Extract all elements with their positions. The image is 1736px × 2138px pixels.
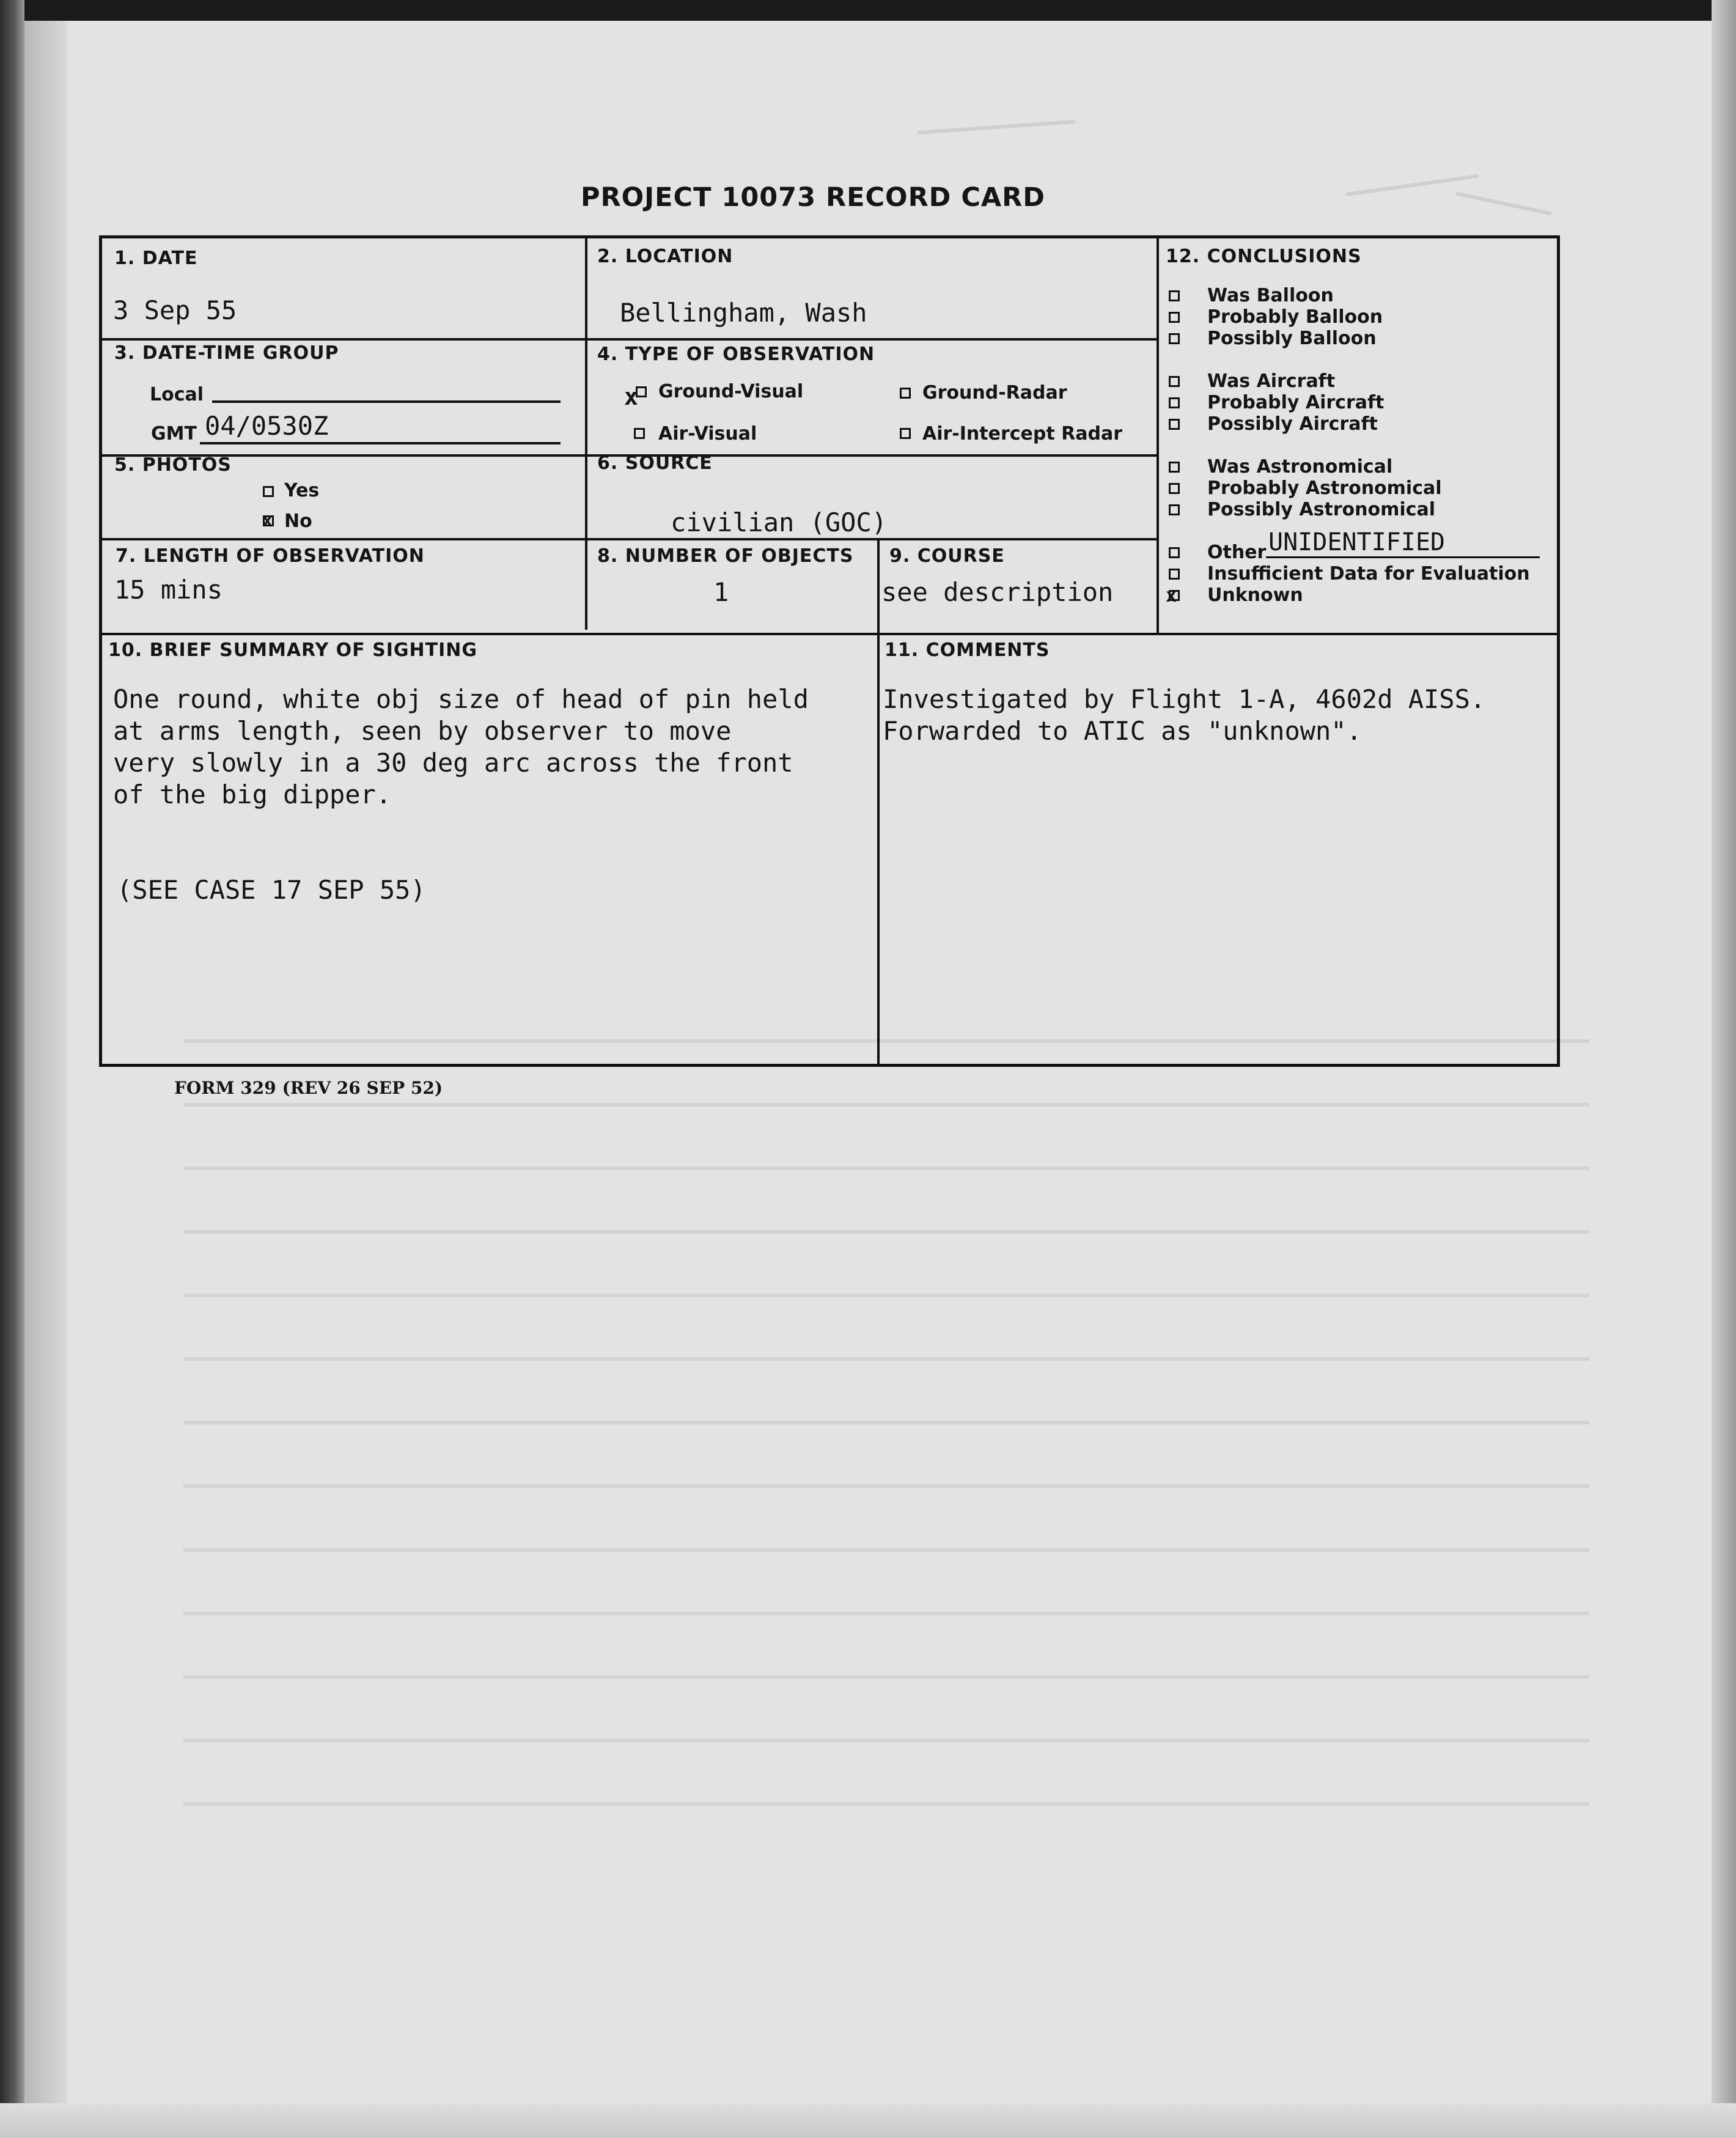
divider	[585, 338, 1158, 341]
divider	[585, 238, 587, 630]
course-value: see description	[881, 577, 1114, 607]
checkbox-probably-balloon[interactable]	[1169, 312, 1180, 323]
length-value: 15 mins	[114, 575, 223, 605]
checkbox-ground-radar[interactable]	[900, 388, 911, 399]
faint-scribble	[917, 120, 1076, 135]
option-possibly-aircraft: Possibly Aircraft	[1207, 413, 1378, 435]
objects-value: 1	[713, 577, 729, 607]
gmt-underline	[200, 442, 561, 444]
option-ground-radar: Ground-Radar	[922, 382, 1067, 404]
scan-right-edge	[1712, 0, 1736, 2138]
checkbox-air-intercept-radar[interactable]	[900, 428, 911, 439]
option-was-astronomical: Was Astronomical	[1207, 456, 1393, 477]
summary-line-1: One round, white obj size of head of pin held	[113, 684, 809, 714]
observation-type-label: 4. TYPE OF OBSERVATION	[597, 344, 875, 365]
location-label: 2. LOCATION	[597, 246, 734, 267]
course-label: 9. COURSE	[889, 545, 1005, 567]
divider	[102, 633, 1558, 635]
summary-reference: (SEE CASE 17 SEP 55)	[117, 875, 426, 905]
conclusions-label: 12. CONCLUSIONS	[1166, 246, 1362, 267]
option-possibly-balloon: Possibly Balloon	[1207, 328, 1377, 349]
bleed-through-text	[183, 1039, 1589, 1834]
checkbox-other[interactable]	[1169, 547, 1180, 558]
date-label: 1. DATE	[114, 248, 198, 269]
option-air-intercept-radar: Air-Intercept Radar	[922, 423, 1122, 444]
option-probably-aircraft: Probably Aircraft	[1207, 392, 1385, 413]
divider	[102, 338, 587, 341]
checkbox-was-aircraft[interactable]	[1169, 376, 1180, 387]
scan-bottom-edge	[0, 2103, 1736, 2138]
comments-line-2: Forwarded to ATIC as "unknown".	[883, 716, 1362, 746]
option-photos-yes: Yes	[284, 480, 320, 501]
scan-left-edge	[0, 0, 24, 2138]
option-air-visual: Air-Visual	[658, 423, 757, 444]
other-underline	[1266, 556, 1540, 558]
checkbox-was-balloon[interactable]	[1169, 290, 1180, 301]
divider	[102, 538, 1158, 540]
gmt-value: 04/0530Z	[205, 411, 329, 441]
summary-line-2: at arms length, seen by observer to move	[113, 716, 732, 746]
length-label: 7. LENGTH OF OBSERVATION	[116, 545, 425, 567]
scan-top-edge	[0, 0, 1736, 21]
scan-left-shadow	[24, 21, 67, 2138]
option-probably-balloon: Probably Balloon	[1207, 306, 1383, 328]
record-card	[99, 235, 1560, 1067]
check-mark-unknown: x	[1166, 585, 1177, 606]
option-other: Other	[1207, 542, 1267, 563]
option-photos-no: No	[284, 511, 312, 532]
checkbox-photos-yes[interactable]	[263, 486, 274, 497]
checkbox-possibly-astronomical[interactable]	[1169, 504, 1180, 515]
option-probably-astronomical: Probably Astronomical	[1207, 477, 1442, 499]
checkbox-insufficient-data[interactable]	[1169, 569, 1180, 580]
summary-line-4: of the big dipper.	[113, 780, 392, 809]
local-time-label: Local	[150, 384, 204, 405]
option-ground-visual: Ground-Visual	[658, 381, 804, 402]
divider	[877, 538, 880, 1067]
gmt-label: GMT	[151, 423, 197, 444]
local-time-underline	[212, 400, 561, 403]
option-was-balloon: Was Balloon	[1207, 285, 1334, 306]
form-number: FORM 329 (REV 26 SEP 52)	[174, 1078, 443, 1098]
photos-label: 5. PHOTOS	[114, 454, 232, 476]
option-possibly-astronomical: Possibly Astronomical	[1207, 499, 1435, 520]
checkbox-possibly-aircraft[interactable]	[1169, 419, 1180, 430]
source-label: 6. SOURCE	[597, 452, 713, 474]
checkbox-was-astronomical[interactable]	[1169, 462, 1180, 473]
faint-scribble	[1455, 191, 1552, 215]
option-was-aircraft: Was Aircraft	[1207, 370, 1336, 392]
other-value: UNIDENTIFIED	[1268, 528, 1445, 556]
checkbox-possibly-balloon[interactable]	[1169, 333, 1180, 344]
comments-line-1: Investigated by Flight 1-A, 4602d AISS.	[883, 684, 1486, 714]
comments-label: 11. COMMENTS	[885, 640, 1050, 661]
objects-label: 8. NUMBER OF OBJECTS	[597, 545, 854, 567]
datetime-group-label: 3. DATE-TIME GROUP	[114, 342, 339, 364]
summary-line-3: very slowly in a 30 deg arc across the front	[113, 748, 793, 778]
divider	[1157, 238, 1159, 634]
option-unknown: Unknown	[1207, 584, 1303, 606]
summary-label: 10. BRIEF SUMMARY OF SIGHTING	[108, 640, 477, 661]
card-title: PROJECT 10073 RECORD CARD	[581, 182, 1045, 213]
check-mark-ground-visual: x	[624, 383, 638, 410]
option-insufficient-data: Insufficient Data for Evaluation	[1207, 563, 1530, 584]
check-mark-photos-no: x	[262, 510, 273, 530]
location-value: Bellingham, Wash	[620, 298, 867, 328]
checkbox-probably-aircraft[interactable]	[1169, 397, 1180, 408]
checkbox-probably-astronomical[interactable]	[1169, 483, 1180, 494]
checkbox-air-visual[interactable]	[634, 428, 645, 439]
date-value: 3 Sep 55	[113, 295, 237, 325]
source-value: civilian (GOC)	[671, 507, 888, 537]
